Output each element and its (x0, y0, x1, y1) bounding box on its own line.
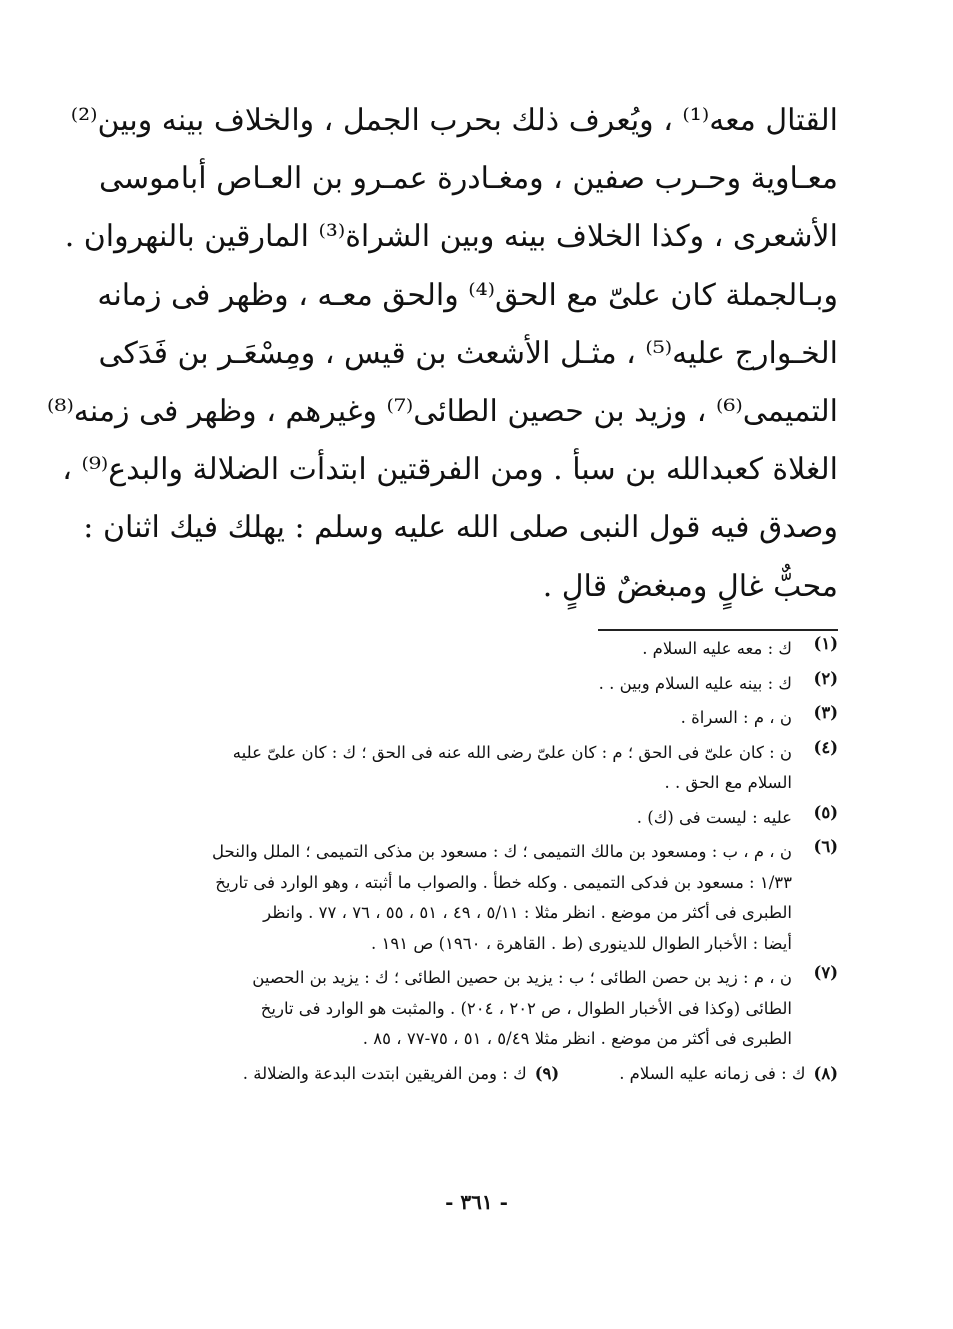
main-text (47, 92, 838, 616)
footnote (128, 738, 838, 799)
text-line: محبٌّ غالٍ ومبغضٌ قالٍ . (542, 568, 838, 604)
text-line: وبـالجملة كان علىّ مع الحق⁽⁴⁾ والحق معـه ، وظهر فى زمانه (97, 277, 838, 313)
footnote (128, 703, 838, 734)
footnote-line: ن ، م : السراة . (680, 708, 792, 727)
footnote-line: الطبرى فى أكثر من موضع . انظر مثلا ٥/٤٩ ، ٥١ ، ٧٥-٧٧ ، ٨٥ . (362, 1029, 792, 1048)
footnote-number: (٧) (813, 963, 838, 982)
text-line: التميمى⁽⁶⁾ ، وزيد بن حصين الطائى⁽⁷⁾ وغيرهم ، وظهر فى زمنه⁽⁸⁾ (47, 393, 838, 429)
footnote (128, 803, 838, 834)
footnote-number: (٩) (534, 1063, 560, 1083)
text-line: القتال معه⁽¹⁾ ، ويُعرف ذلك بحرب الجمل ، والخلاف بينه وبين⁽²⁾ (70, 103, 838, 138)
footnote-line: ك : معه عليه السلام . (642, 639, 792, 658)
footnote-line: الطبرى فى أكثر من موضع . انظر مثلا : ٥/١١ ، ٤٩ ، ٥١ ، ٥٥ ، ٧٦ ، ٧٧ . وانظر (263, 903, 792, 922)
footnote-number: (٥) (813, 802, 838, 822)
footnote-line: ك : ومن الفريقين ابتدت البدعة والضلالة . (242, 1063, 527, 1083)
footnote-line: ك : فى زمانه عليه السلام . (619, 1063, 806, 1083)
footnote-line: ن ، م : زيد بن حصن الطائى ؛ ب : يزيد بن حصين الطائى ؛ ك : يزيد بن الحصين (252, 968, 792, 987)
text-line: معـاوية وحـرب صفين ، ومغـادرة عمـرو بن العـاص أباموسى (99, 161, 838, 197)
footnote-line: ن ، م ، ب : ومسعود بن مالك التميمى ؛ ك : مسعود بن مذكى التميمى ؛ الملل والنحل (212, 842, 792, 861)
footnote (128, 634, 838, 665)
text-line: وصدق فيه قول النبى صلى الله عليه وسلم : يهلك فيك اثنان : (83, 510, 838, 546)
footnote-row-8-9 (128, 1059, 838, 1090)
footnote-number: (٢) (813, 668, 838, 688)
footnote-line: ك : بينه عليه السلام وبين . . (598, 673, 792, 693)
footnote-line: ن : كان علىّ فى الحق ؛ م : كان علىّ رضى الله عنه فى الحق ؛ ك : كان علىّ عليه (232, 742, 792, 762)
footnote (128, 669, 838, 700)
footnote-line: عليه : ليست فى (ك) . (636, 807, 792, 827)
footnote-number: (١) (813, 634, 838, 653)
footnote-line: ١/٣٣ : مسعود بن فدكى التميمى . وكله خطأ . والصواب ما أثبته ، وهو الوارد فى تاريخ (215, 872, 792, 892)
footnote-9 (243, 1059, 559, 1090)
footnote-number: (٣) (813, 703, 838, 722)
footnote-line: الطائى (وكذا فى الأخبار الطوال ، ص ٢٠٢ ، ٢٠٤) . والمثبت هو الوارد فى تاريخ (260, 998, 792, 1018)
footnote-8 (619, 1059, 838, 1090)
footnote-number: (٦) (813, 837, 838, 856)
text-line: الأشعرى ، وكذا الخلاف بينه وبين الشراة⁽³⁾ المارقين بالنهروان . (64, 219, 838, 255)
text-line: الخـوارج عليه⁽⁵⁾ ، مثـل الأشعث بن قيس ، ومِسْعَـر بن فَدَكى (98, 335, 838, 371)
page-number: - ٣٦١ - (445, 1190, 508, 1214)
footnote-number: (٤) (813, 737, 838, 757)
footnote-line: أيضا : الأخبار الطوال للدينورى (ط . القاهرة ، ١٩٦٠) ص ١٩١ . (371, 933, 792, 953)
footnote-number: (٨) (813, 1063, 838, 1083)
text-line: الغلاة كعبدالله بن سبأ . ومن الفرقتين ابتدأت الضلالة والبدع⁽⁹⁾ ، (62, 452, 838, 488)
footnote-separator (598, 629, 838, 631)
footnote-line: السلام مع الحق . . (664, 773, 792, 792)
spacer (559, 1059, 619, 1090)
footnotes (128, 634, 838, 1089)
footnote (128, 837, 838, 959)
footnote (128, 963, 838, 1055)
